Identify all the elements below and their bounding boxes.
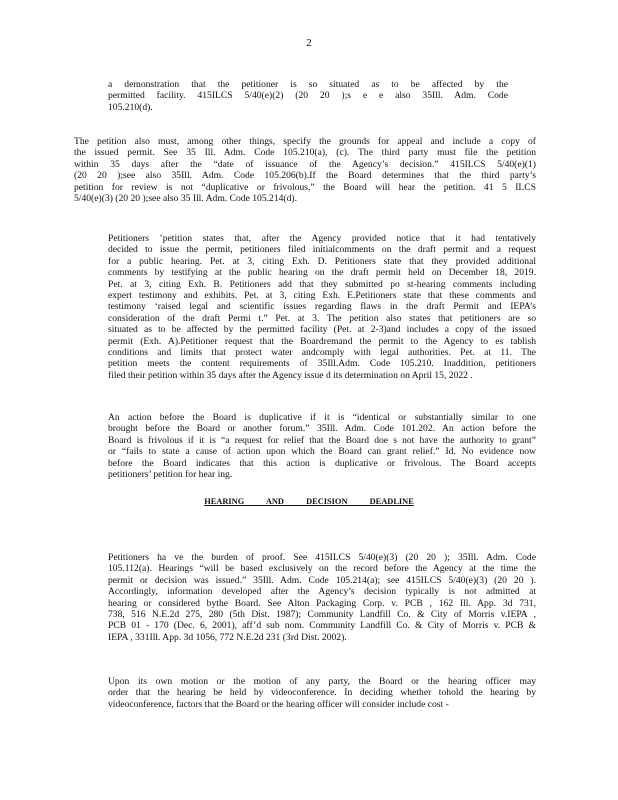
text-line: Pet. at 3, citing Exh. B. Petitioners add that they submitted po st-hearing comments including (108, 278, 536, 290)
text-line: (20 20 );see also 35Ill. Adm. Code 105.206(b).If the Board determines that the third party’s (74, 170, 536, 182)
paragraph-videoconference (74, 676, 536, 710)
text-line: a demonstration that the petitioner is so situated as to be affected by the (108, 79, 508, 90)
text-line: PCB 01 - 170 (Dec. 6, 2001), aff’d sub nom. Community Landfill Co. & City of Morris v. PCB & (108, 620, 536, 632)
text-line: Upon its own motion or the motion of any party, the Board or the hearing officer may (108, 676, 536, 687)
text-line: filed their petition within 35 days after the Agency issue d its determination on April 15, 2022 . (108, 369, 473, 381)
text-line: petitioners’ petition for hear ing. (108, 469, 233, 481)
text-line: brought before the Board or another forum.” 35Ill. Adm. Code 101.202. An action before the (108, 423, 536, 435)
text-line: consideration of the draft Permi t.” Pet. at 3. The petition also states that petitioners are so (108, 312, 536, 324)
text-line: the issued permit. See 35 Ill. Adm. Code 105.210(a), (c). The third party must file the petition (74, 147, 536, 159)
text-line: 105.210(d). (108, 101, 153, 113)
text-line: hearing or considered bythe Board. See Alton Packaging Corp. v. PCB , 162 Ill. App. 3d 731, (108, 597, 536, 609)
text-line: situated as to be affected by the permitted facility (Pet. at 2-3)and includes a copy of the issued (108, 324, 536, 336)
text-line: Board is frivolous if it is “a request for relief that the Board doe s not have the authority to grant” (108, 434, 536, 446)
text-line: petition for review is not “duplicative or frivolous,” the Board will hear the petition. 41 5 ILCS (74, 181, 536, 193)
text-line: for a public hearing. Pet. at 3, citing Exh. D. Petitioners state that they provided additional (108, 255, 536, 267)
text-line: Accordingly, information developed after the Agency’s decision typically is not admitted at (108, 586, 536, 598)
paragraph-petition-requirements (74, 136, 536, 204)
page-number: 2 (306, 37, 312, 49)
text-line: decided to issue the permit, petitioners filed initialcomments on the draft permit and a request (108, 244, 536, 256)
text-line: permitted facility. 415ILCS 5/40(e)(2) (20 20 );s e e also 35Ill. Adm. Code (108, 90, 508, 102)
paragraph-duplicative-frivolous (74, 412, 536, 480)
text-line: IEPA , 331Ill. App. 3d 1056, 772 N.E.2d 231 (3rd Dist. 2002). (108, 631, 347, 643)
text-line: petition meets the content requirements of 35Ill.Adm. Code 105.210. Inaddition, petitioners (108, 358, 536, 370)
quoted-paragraph (108, 79, 508, 113)
paragraph-burden-of-proof (74, 552, 536, 643)
text-line: expert testimony and exhibits. Pet. at 3, citing Exh. E.Petitioners state that these comments and (108, 290, 536, 302)
text-line: 5/40(e)(3) (20 20 );see also 35 Ill. Adm. Code 105.214(d). (74, 193, 298, 205)
text-line: before the Board indicates that this action is duplicative or frivolous. The Board accepts (108, 457, 536, 469)
text-line: An action before the Board is duplicative if it is “identical or substantially similar to one (108, 412, 536, 423)
text-line: permit (Exh. A).Petitioner request that the Boardremand the permit to the Agency to es tablish (108, 335, 536, 347)
text-line: or “fails to state a cause of action upon which the Board can grant relief.” Id. No evidence now (108, 446, 536, 458)
text-line: 738, 516 N.E.2d 275, 280 (5th Dist. 1987); Community Landfill Co. & City of Morris v.IEPA , (108, 609, 536, 621)
text-line: permit or decision was issued.” 35Ill. Adm. Code 105.214(a); see 415ILCS 5/40(e)(3) (20 20 ). (108, 574, 536, 586)
text-line: comments by testifying at the public hearing on the draft permit held on December 18, 2019. (108, 267, 536, 279)
paragraph-petition-statements (74, 233, 536, 381)
text-line: testimony ‘raised legal and scientific issues regarding flaws in the draft Permit and IEPA’s (108, 301, 536, 313)
text-line: 105.112(a). Hearings “will be based exclusively on the record before the Agency at the time the (108, 563, 536, 575)
section-heading: HEARING AND DECISION DEADLINE (204, 497, 414, 506)
text-line: Petitioners ha ve the burden of proof. See 415ILCS 5/40(e)(3) (20 20 ); 35Ill. Adm. Code (108, 552, 536, 563)
text-line: conditions and limits that protect water andcomply with legal authorities. Pet. at 11. The (108, 347, 536, 359)
text-line: The petition also must, among other things, specify the grounds for appeal and include a copy of (74, 136, 536, 147)
text-line: within 35 days after the “date of issuance of the Agency’s decision.” 415ILCS 5/40(e)(1) (74, 158, 536, 170)
text-line: videoconference, factors that the Board or the hearing officer will consider include cost - (108, 698, 449, 710)
text-line: Petitioners ’petition states that, after the Agency provided notice that it had tentatively (108, 233, 536, 244)
text-line: order that the hearing be held by videoconference. In deciding whether tohold the hearing by (108, 687, 536, 699)
